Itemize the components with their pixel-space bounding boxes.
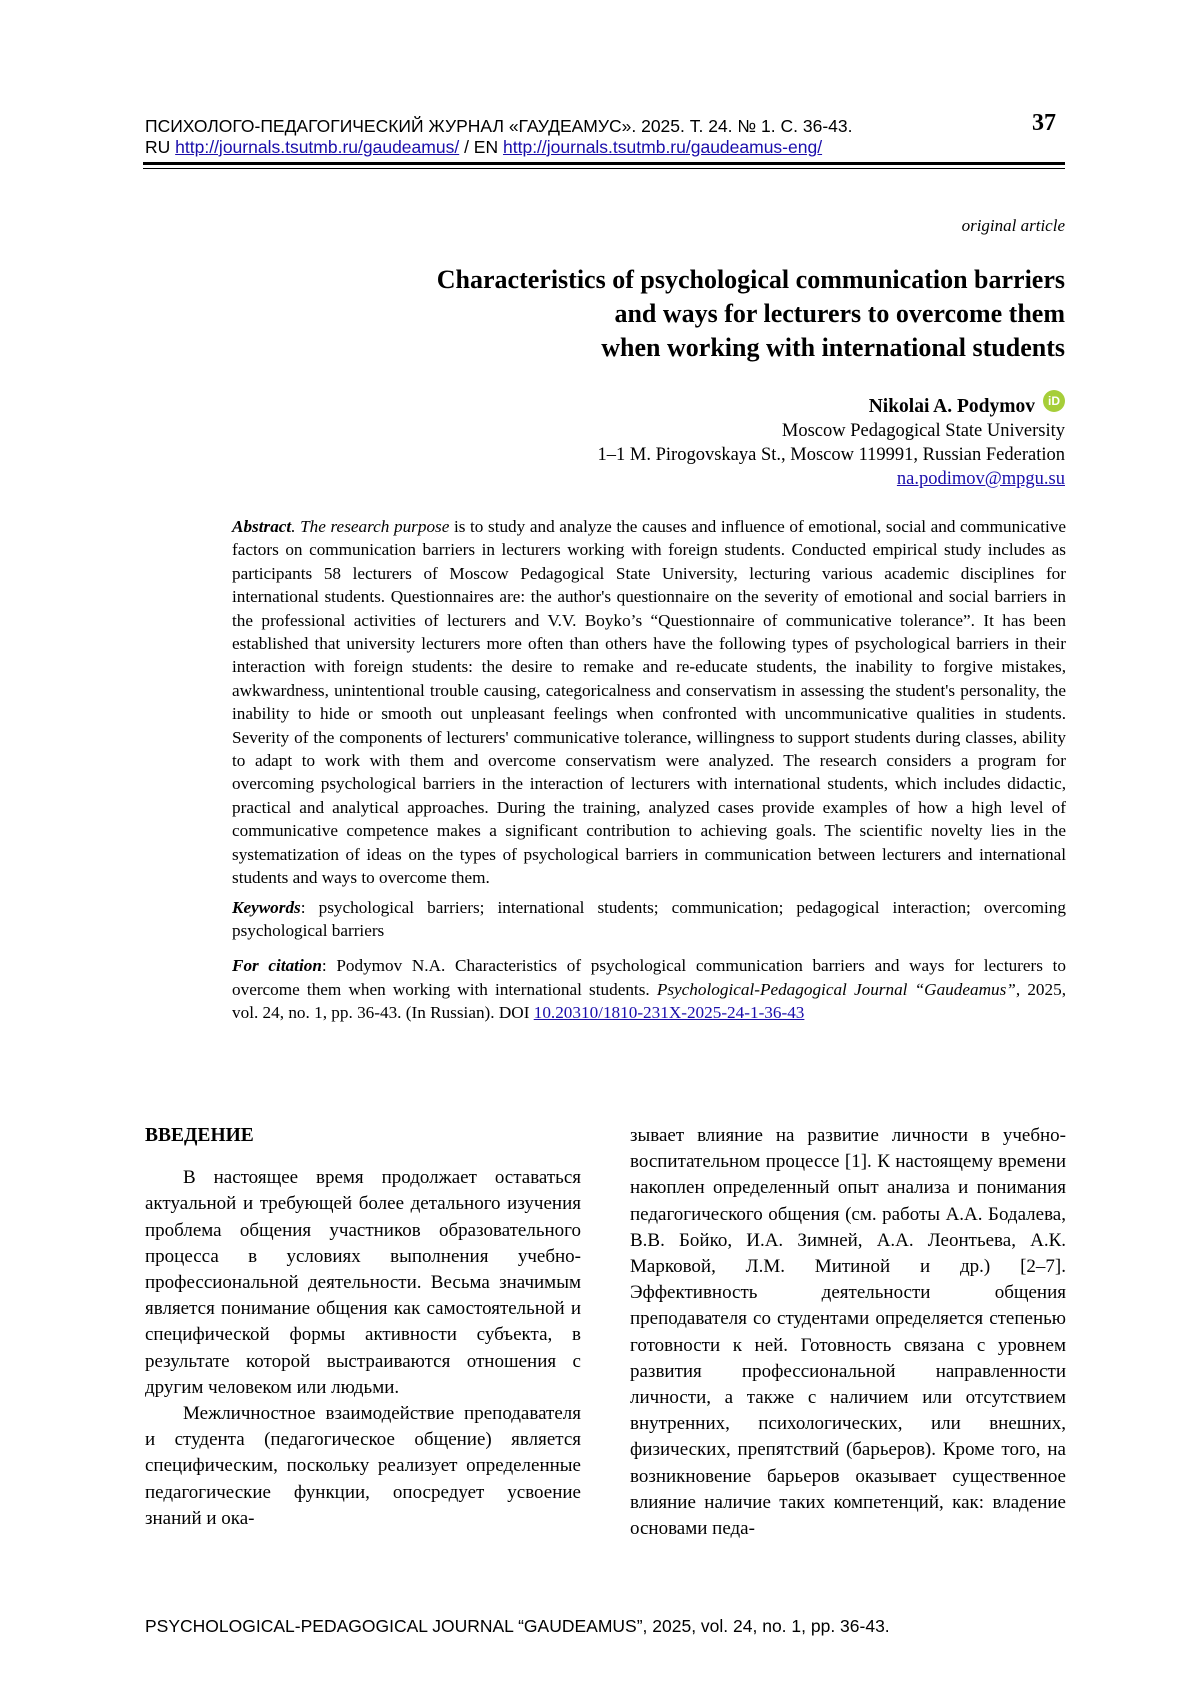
orcid-icon[interactable]: iD xyxy=(1043,390,1065,412)
title-line: Characteristics of psychological communication barriers xyxy=(436,265,1065,294)
author-block xyxy=(365,395,1065,491)
author-email-link[interactable]: na.podimov@mpgu.su xyxy=(896,469,1065,489)
keywords-text: : psychological barriers; international students; communication; pedagogical interaction; overcoming psychological barriers xyxy=(232,897,1066,940)
keywords-paragraph xyxy=(232,896,1066,943)
header-rule-thin xyxy=(143,168,1065,169)
running-head xyxy=(145,116,1065,158)
citation-journal: Psychological-Pedagogical Journal “Gaudeamus” xyxy=(656,979,1016,999)
body-column-right xyxy=(630,1123,1066,1542)
page-footer: PSYCHOLOGICAL-PEDAGOGICAL JOURNAL “GAUDEAMUS”, 2025, vol. 24, no. 1, pp. 36-43. xyxy=(145,1616,890,1636)
header-rule-thick xyxy=(143,162,1065,165)
abstract-label-sep: . xyxy=(291,517,301,536)
doi-link[interactable]: 10.20310/1810-231X-2025-24-1-36-43 xyxy=(533,1003,805,1023)
section-heading: ВВЕДЕНИЕ xyxy=(145,1125,254,1146)
author-address: 1–1 M. Pirogovskaya St., Moscow 119991, Russian Federation xyxy=(597,445,1065,465)
keywords-label: Keywords xyxy=(232,897,301,917)
ru-journal-link[interactable]: http://journals.tsutmb.ru/gaudeamus/ xyxy=(175,137,460,157)
abstract-paragraph xyxy=(232,515,1066,890)
body-paragraph: Межличностное взаимодействие преподавателя и студента (педагогическое общение) является специфическим, поскольку реализует определенные педагогические функции, опосредует усвоение знаний и ока- xyxy=(145,1403,581,1529)
article-title xyxy=(305,263,1065,365)
en-journal-link[interactable]: http://journals.tsutmb.ru/gaudeamus-eng/ xyxy=(503,137,823,157)
citation-paragraph xyxy=(232,954,1066,1024)
body-paragraph: зывает влияние на развитие личности в учебно-воспитательном процессе [1]. К настоящему времени накоплен определенный опыт анализа и понимания педагогического общения (см. работы А.А. Бодалева, В.В. Бойко, И.А. Зимней, А.А. Леонтьева, А.К. Марковой, Л.М. Митиной и др.) [2–7]. Эффективность деятельности общения преподавателя со студентами определяется степенью готовности к ней. Готовность связана с уровнем развития профессиональной направленности личности, а также с наличием или отсутствием внутренних, психологических, или внешних, физических, препятствий (барьеров). Кроме того, на возникновение барьеров оказывает существенное влияние наличие таких компетенций, как: владение основами педа- xyxy=(630,1125,1066,1540)
article-type: original article xyxy=(961,216,1065,235)
ru-label: RU xyxy=(145,137,171,157)
author-affiliation: Moscow Pedagogical State University xyxy=(781,421,1065,441)
journal-urls-line xyxy=(145,137,1065,158)
page-number: 37 xyxy=(1032,110,1056,136)
author-name xyxy=(869,395,1065,419)
citation-label: For citation xyxy=(232,956,322,976)
abstract-block xyxy=(232,515,1066,1025)
title-line: and ways for lecturers to overcome them xyxy=(614,299,1065,328)
title-line: when working with international students xyxy=(601,333,1065,362)
en-label: / EN xyxy=(464,137,499,157)
citation-text-tail: , 2025, vol. 24, no. 1, pp. 36-43. (In Russian). DOI xyxy=(232,979,1066,1023)
author-name-text: Nikolai A. Podymov xyxy=(868,396,1035,417)
body-column-left xyxy=(145,1123,581,1532)
journal-citation-line: ПСИХОЛОГО-ПЕДАГОГИЧЕСКИЙ ЖУРНАЛ «ГАУДЕАМУС». 2025. Т. 24. № 1. С. 36-43. xyxy=(145,116,853,136)
abstract-text: is to study and analyze the causes and influence of emotional, social and communicative factors on communication barriers in lecturers working with foreign students. Conducted empirical study includes as participants 58 lecturers of Moscow Pedagogical State University, lecturing various academic disciplines for international students. Questionnaires are: the author's questionnaire on the severity of emotional and social barriers in the professional activities of lecturers and V.V. Boyko’s “Questionnaire of communicative tolerance”. It has been established that university lecturers more often than others have the following types of psychological barriers in their interaction with foreign students: the desire to remake and re-educate students, the inability to forgive mistakes, awkwardness, unintentional trouble causing, categoricalness and conservatism in assessing the student's personality, the inability to hide or smooth out unpleasant feelings when confronted with uncommunicative qualities in students. Severity of the components of lecturers' communicative tolerance, willingness to support students during classes, ability to adapt to work with them and overcome conservatism were analyzed. The research considers a program for overcoming psychological barriers in the interaction of lecturers with international students, which includes didactic, practical and analytical approaches. During the training, analyzed cases provide examples of how a high level of communicative competence makes a significant contribution to achieving goals. The scientific novelty lies in the systematization of ideas on the types of psychological barriers in communication between lecturers and international students and ways to overcome them. xyxy=(232,517,1066,888)
citation-text: : Podymov N.A. Characteristics of psychological communication barriers and ways for lecturers to overcome them when working with international students. xyxy=(232,956,1066,999)
research-purpose-label: The research purpose xyxy=(300,517,450,536)
body-paragraph: В настоящее время продолжает оставаться актуальной и требующей более детального изучения проблема общения участников образовательного процесса в условиях выполнения учебно-профессиональной деятельности. Весьма значимым является понимание общения как самостоятельной и специфической формы активности субъекта, в результате которой выстраиваются отношения с другим человеком или людьми. xyxy=(145,1167,581,1398)
abstract-label: Abstract xyxy=(232,517,292,536)
